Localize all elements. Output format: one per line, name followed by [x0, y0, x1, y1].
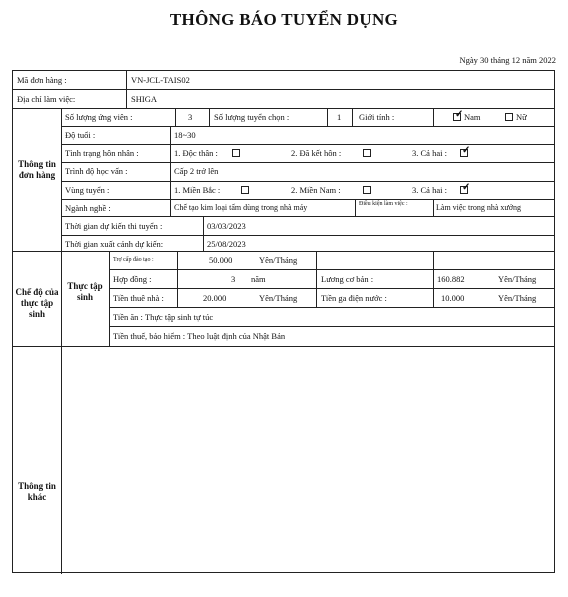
- region-north-checkbox[interactable]: [241, 186, 249, 194]
- applicants-value: 3: [188, 112, 193, 122]
- departure-label: Thời gian xuất cảnh dự kiến:: [65, 239, 164, 249]
- age-label: Độ tuổi :: [65, 130, 96, 140]
- benefits-section-title: Chế độ của thực tập sinh: [15, 287, 59, 319]
- contract-value: 3: [231, 274, 236, 284]
- contract-unit: năm: [251, 274, 266, 284]
- marital-both-label: 3. Cả hai :: [412, 148, 447, 158]
- order-code-label: Mã đơn hàng :: [17, 75, 67, 85]
- conditions-label: Điều kiện làm việc :: [359, 201, 408, 207]
- tax-text: Tiền thuế, bảo hiểm : Theo luật định của Nhật Bản: [113, 331, 286, 341]
- base-salary-value: 160.882: [437, 274, 465, 284]
- selected-label: Số lượng tuyển chọn :: [214, 112, 290, 122]
- region-both-checkbox[interactable]: [460, 186, 468, 194]
- region-label: Vùng tuyển :: [65, 185, 110, 195]
- contract-label: Hợp đồng :: [113, 274, 152, 284]
- training-allowance-unit: Yên/Tháng: [259, 255, 298, 265]
- order-code-value: VN-JCL-TAIS02: [131, 75, 190, 85]
- rent-unit: Yên/Tháng: [259, 293, 298, 303]
- job-value: Chế tạo kim loại tấm dùng trong nhà máy: [174, 203, 308, 212]
- education-label: Trình độ học vấn :: [65, 166, 128, 176]
- rent-value: 20.000: [203, 293, 227, 303]
- utilities-value: 10.000: [441, 293, 465, 303]
- age-value: 18~30: [174, 130, 196, 140]
- region-both-label: 3. Cả hai :: [412, 185, 447, 195]
- departure-value: 25/08/2023: [207, 239, 246, 249]
- marital-single-checkbox[interactable]: [232, 149, 240, 157]
- education-value: Cấp 2 trở lên: [174, 166, 219, 176]
- gender-label: Giới tính :: [359, 112, 395, 122]
- exam-date-label: Thời gian dự kiến thi tuyển :: [65, 221, 163, 231]
- work-location-value: SHIGA: [131, 94, 157, 104]
- marital-both-checkbox[interactable]: [460, 149, 468, 157]
- rent-label: Tiền thuê nhà :: [113, 293, 164, 303]
- conditions-value: Làm việc trong nhà xưởng: [436, 203, 521, 212]
- applicants-label: Số lượng ứng viên :: [65, 112, 133, 122]
- gender-male-checkbox[interactable]: [453, 113, 461, 121]
- region-south-checkbox[interactable]: [363, 186, 371, 194]
- document-title: THÔNG BÁO TUYỂN DỤNG: [169, 10, 399, 29]
- utilities-unit: Yên/Tháng: [498, 293, 537, 303]
- meals-text: Tiền ăn : Thực tập sinh tự túc: [113, 312, 214, 322]
- base-salary-label: Lương cơ bản :: [321, 274, 374, 284]
- base-salary-unit: Yên/Tháng: [498, 274, 537, 284]
- gender-male-label: Nam: [464, 112, 481, 122]
- gender-female-checkbox[interactable]: [505, 113, 513, 121]
- trainee-subsection-title: Thực tập sinh: [67, 281, 103, 302]
- training-allowance-value: 50.000: [209, 255, 233, 265]
- gender-female-label: Nữ: [516, 112, 527, 122]
- region-north-label: 1. Miền Bắc :: [174, 185, 221, 195]
- training-allowance-label: Trợ cấp đào tạo :: [113, 257, 154, 263]
- marital-single-label: 1. Độc thân :: [174, 148, 218, 158]
- selected-value: 1: [337, 112, 342, 122]
- order-info-section-title: Thông tin đơn hàng: [18, 159, 56, 180]
- marital-label: Tình trạng hôn nhân :: [65, 148, 139, 158]
- marital-married-checkbox[interactable]: [363, 149, 371, 157]
- recruitment-form: [12, 70, 555, 573]
- marital-married-label: 2. Đã kết hôn :: [291, 148, 342, 158]
- document-date: Ngày 30 tháng 12 năm 2022: [459, 55, 556, 65]
- region-south-label: 2. Miền Nam :: [291, 185, 341, 195]
- exam-date-value: 03/03/2023: [207, 221, 246, 231]
- job-label: Ngành nghề :: [65, 203, 111, 213]
- work-location-label: Địa chỉ làm việc:: [17, 94, 76, 104]
- other-info-section-title: Thông tin khác: [18, 481, 56, 502]
- utilities-label: Tiền ga điện nước :: [321, 293, 387, 303]
- other-info-area: [62, 347, 554, 573]
